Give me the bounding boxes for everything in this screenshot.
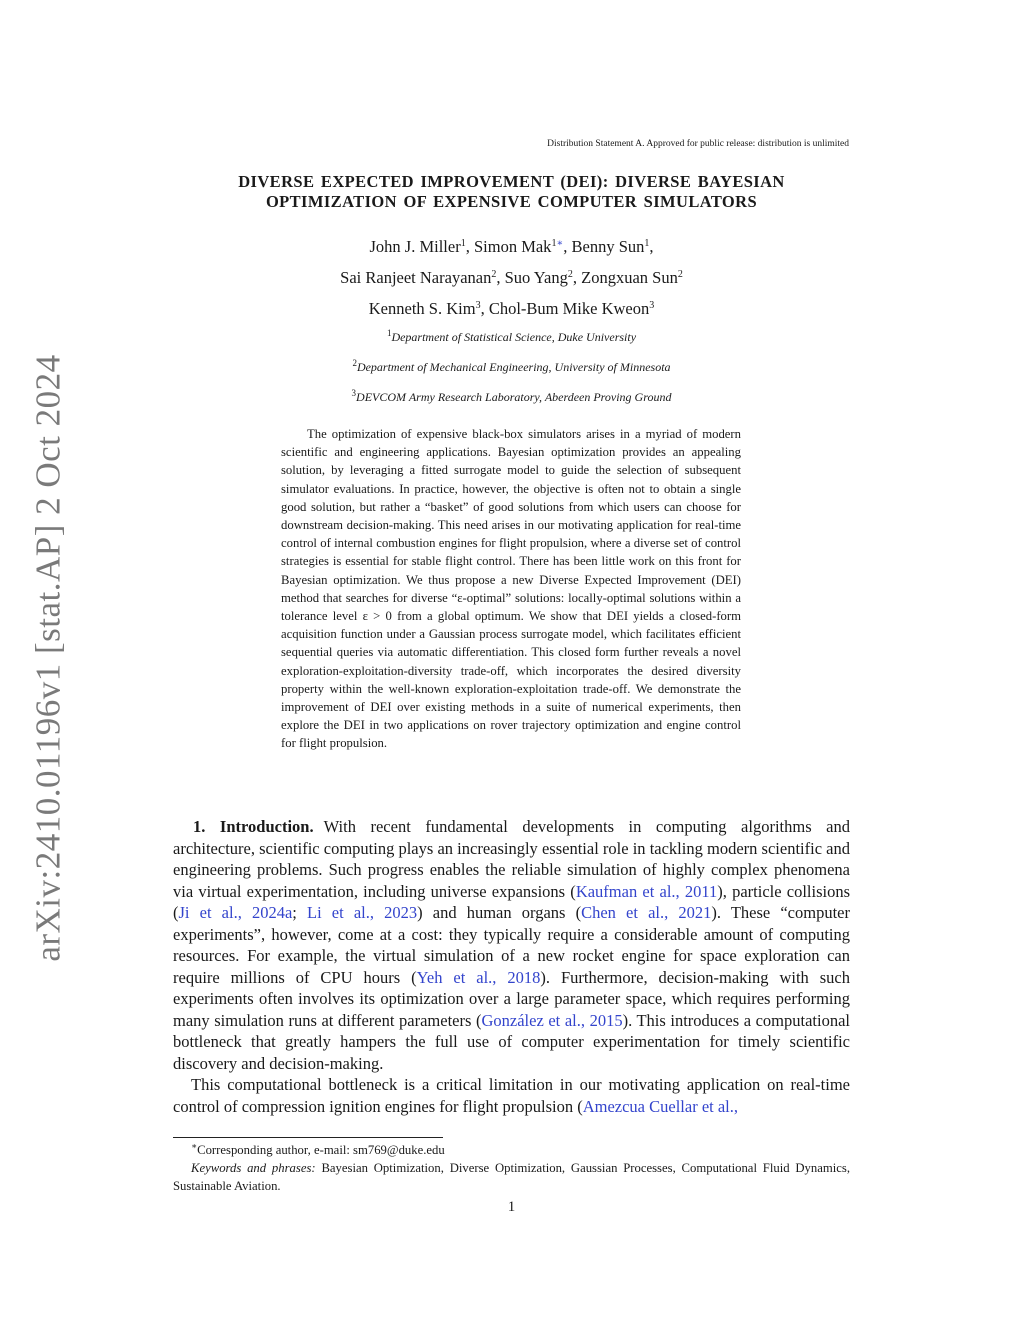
author-name: Benny Sun: [571, 237, 645, 256]
footnote-keywords: Keywords and phrases: Bayesian Optimization, Diverse Optimization, Gaussian Processes, Computational Fluid Dynamics, Sustainable Aviation.: [173, 1161, 850, 1193]
author-list: [173, 231, 850, 324]
author-name: Sai Ranjeet Narayanan: [340, 268, 492, 287]
author-affil-mark: 2: [677, 269, 683, 280]
author-affil-mark: 2: [567, 269, 573, 280]
distribution-statement: Distribution Statement A. Approved for public release: distribution is unlimited: [547, 139, 849, 149]
author-affil-mark: 1∗: [551, 238, 564, 249]
citation-link[interactable]: Kaufman et al., 2011: [575, 881, 718, 901]
author-name: Zongxuan Sun: [581, 268, 678, 287]
author-row-3: Kenneth S. Kim$^3$, Chol-Bum Mike Kweon$^3$: [368, 299, 655, 318]
author-name: Suo Yang: [504, 268, 568, 287]
citation-link[interactable]: Amezcua Cuellar et al.,: [582, 1096, 739, 1116]
author-affil-mark: 3: [649, 300, 655, 311]
citation-link[interactable]: Chen et al., 2021: [581, 903, 712, 922]
footnote-corresponding: ∗Corresponding author, e-mail: sm769@duke.edu: [191, 1141, 445, 1157]
intro-paragraph-1: 1. Introduction. With recent fundamental developments in computing algorithms and architecture, scientific computing plays an increasingly essential role in tackling modern scientific and engineering problems. Such progress enables the reliable simulation of highly complex phenomena via virtual experimentation, including universe expansions (Kaufman et al., 2011), particle collisions (Ji et al., 2024a; Li et al., 2023) and human organs (Chen et al., 2021). These “computer experiments”, however, come at a cost: they typically require a considerable amount of computing resources. For example, the virtual simulation of a new rocket engine for space exploration can require millions of CPU hours (Yeh et al., 2018). Furthermore, decision-making with such experiments often involves its optimization over a large parameter space, which requires performing many simulation runs at different parameters (González et al., 2015). This introduces a computational bottleneck that greatly hampers the full use of computer experimentation for timely scientific discovery and decision-making.: [173, 817, 851, 1073]
arxiv-id-text: arXiv:2410.01196v1 [stat.AP] 2 Oct 2024: [29, 354, 68, 962]
abstract: The optimization of expensive black-box simulators arises in a myriad of modern scientific and engineering applications. Bayesian optimization provides an appealing solution, by leveraging a fitted surrogate model to guide the selection of subsequent simulator evaluations. In practice, however, the objective is often not to obtain a single good solution, but rather a “basket” of good solutions from which users can choose for downstream decision-making. This need arises in our motivating application for real-time control of internal combustion engines for flight propulsion, where a diverse set of control strategies is essential for stable flight control. There has been little work on this front for Bayesian optimization. We thus propose a new Diverse Expected Improvement (DEI) method that searches for diverse “ε-optimal” solutions: locally-optimal solutions within a tolerance level ε > 0 from a global optimum. We show that DEI yields a closed-form acquisition function under a Gaussian process surrogate model, which facilitates efficient sequential queries via automatic differentiation. This closed form further reveals a novel exploration-exploitation-diversity trade-off, which incorporates the desired diversity property within the well-known exploration-exploitation trade-off. We demonstrate the improvement of DEI over existing methods in a suite of numerical experiments, then explore the DEI in two applications on rover trajectory optimization and engine control for flight propulsion.: [281, 427, 741, 751]
footnotes: [173, 1141, 850, 1195]
intro-paragraph-2: This computational bottleneck is a critical limitation in our motivating application on real-time control of compression ignition engines for flight propulsion (Amezcua Cuellar et al.,: [173, 1075, 850, 1116]
corresponding-author-link[interactable]: ∗: [556, 238, 564, 249]
footnote-divider: [173, 1137, 443, 1138]
affiliation-1: $^1$Department of Statistical Science, Duke University: [386, 328, 637, 344]
affiliation-3: $^3$DEVCOM Army Research Laboratory, Aberdeen Proving Ground: [351, 388, 672, 404]
author-name: Simon Mak: [473, 237, 552, 256]
title-line-1: DIVERSE EXPECTED IMPROVEMENT (DEI): DIVERSE BAYESIAN: [238, 172, 785, 191]
author-name: Chol-Bum Mike Kweon: [488, 299, 650, 318]
page-number: 1: [507, 1199, 516, 1215]
citation-link[interactable]: Yeh et al., 2018: [416, 967, 541, 987]
author-affil-mark: 2: [491, 269, 497, 280]
author-row-2: Sai Ranjeet Narayanan$^2$, Suo Yang$^2$, Zongxuan Sun$^2$: [340, 268, 683, 287]
arxiv-side-identifier: [20, 354, 78, 962]
introduction-section: [173, 816, 850, 1117]
author-name: John J. Miller: [369, 237, 461, 256]
paper-title: [173, 172, 850, 212]
author-name: Kenneth S. Kim: [368, 299, 476, 318]
citation-link[interactable]: González et al., 2015: [481, 1010, 623, 1030]
citation-link[interactable]: Ji et al., 2024a: [178, 903, 293, 922]
author-row-1: John J. Miller$^1$, Simon Mak$^{1∗}$, Benny Sun$^1$,: [369, 237, 654, 256]
title-line-2: OPTIMIZATION OF EXPENSIVE COMPUTER SIMULATORS: [265, 192, 758, 211]
citation-link[interactable]: Li et al., 2023: [307, 903, 418, 922]
author-affil-mark: 1: [460, 238, 466, 249]
affiliation-2: $^2$Department of Mechanical Engineering, University of Minnesota: [352, 358, 671, 374]
section-heading: 1. Introduction.: [193, 817, 314, 836]
author-affil-mark: 1: [644, 238, 650, 249]
author-affil-mark: 3: [475, 300, 481, 311]
affiliations: [173, 327, 850, 417]
